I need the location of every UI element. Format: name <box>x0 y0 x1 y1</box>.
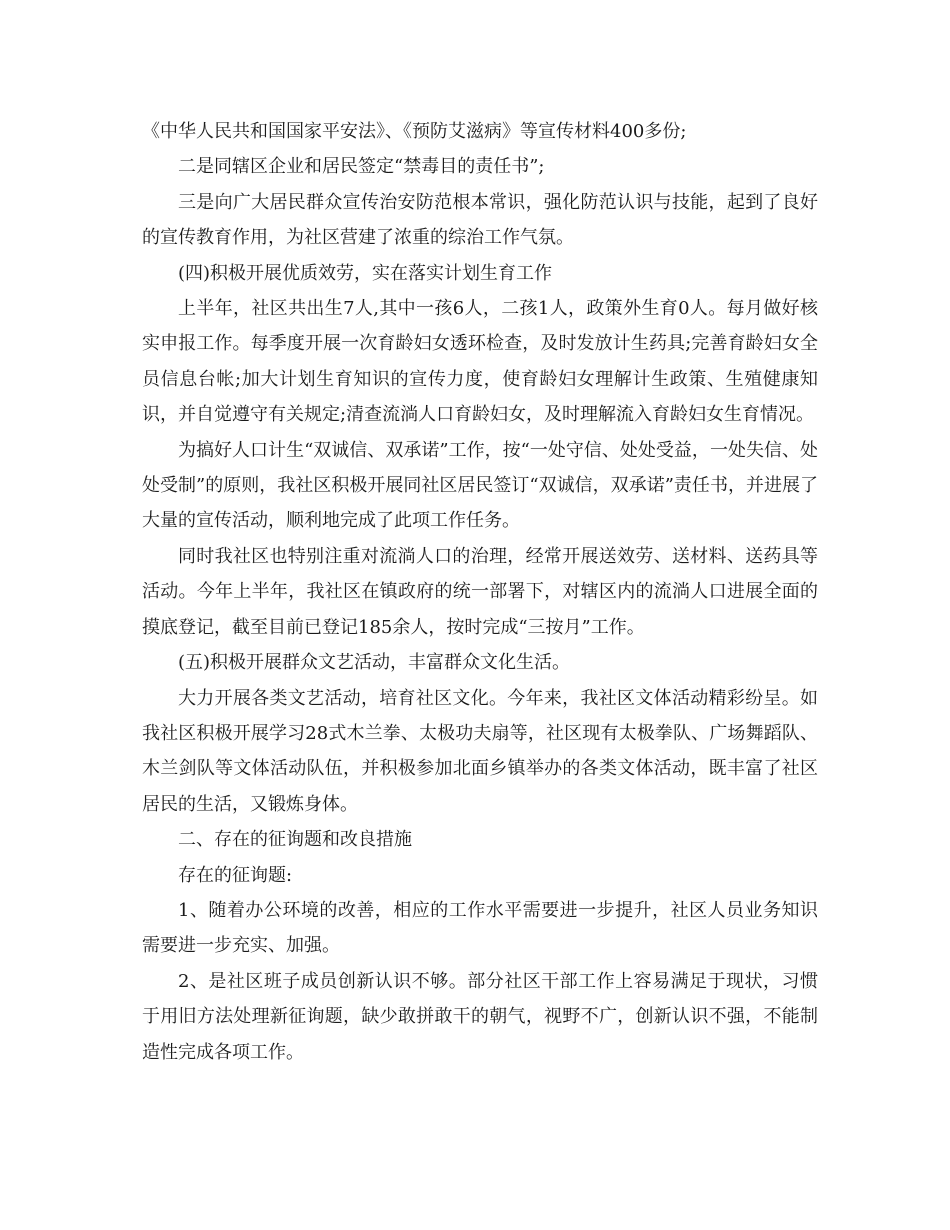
paragraph-problem-two: 2、是社区班子成员创新认识不够。部分社区干部工作上容易满足于现状，习惯于用旧方法处理新征询题，缺少敢拼敢干的朝气，视野不广，创新认识不强，不能制造性完成各项工作。 <box>142 970 818 1063</box>
paragraph-births: 上半年，社区共出生7人,其中一孩6人，二孩1人，政策外生育0人。每月做好核实申报工作。每季度开展一次育龄妇女透环检查，及时发放计生药具;完善育龄妇女全员信息台帐;加大计划生育知识的宣传力度，使育龄妇女理解计生政策、生殖健康知识，并自觉遵守有关规定;清查流淌人口育龄妇女，及时理解流入育龄妇女生育情况。 <box>142 298 818 426</box>
paragraph-floating-population: 同时我社区也特别注重对流淌人口的治理，经常开展送效劳、送材料、送药具等活动。今年上半年，我社区在镇政府的统一部署下，对辖区内的流淌人口进展全面的摸底登记，截至目前已登记185余人，按时完成“三按月”工作。 <box>142 545 818 638</box>
paragraph-cultural-activities: 大力开展各类文艺活动，培育社区文化。今年来，我社区文体活动精彩纷呈。如我社区积极开展学习28式木兰拳、太极功夫扇等，社区现有太极拳队、广场舞蹈队、木兰剑队等文体活动队伍，并积极参加北面乡镇举办的各类文体活动，既丰富了社区居民的生活，又锻炼身体。 <box>142 687 818 815</box>
paragraph-problem-one: 1、随着办公环境的改善，相应的工作水平需要进一步提升，社区人员业务知识需要进一步充实、加强。 <box>142 899 818 957</box>
paragraph-continuation: 《中华人民共和国国家平安法》、《预防艾滋病》等宣传材料400多份; <box>142 121 687 142</box>
section-heading-problems: 二、存在的征询题和改良措施 <box>178 829 412 851</box>
paragraph-double-integrity: 为搞好人口计生“双诚信、双承诺”工作，按“一处守信、处处受益，一处失信、处处受制”的原则，我社区积极开展同社区居民签订“双诚信，双承诺”责任书，并进展了大量的宣传活动，顺利地完成了此项工作任务。 <box>142 439 818 532</box>
subheading-existing-problems: 存在的征询题: <box>178 864 293 886</box>
paragraph-point-three: 三是向广大居民群众宣传治安防范根本常识，强化防范认识与技能，起到了良好的宣传教育作用，为社区营建了浓重的综治工作气氛。 <box>142 191 818 249</box>
paragraph-point-two: 二是同辖区企业和居民签定“禁毒目的责任书”; <box>178 156 545 178</box>
section-heading-four: (四)积极开展优质效劳，实在落实计划生育工作 <box>178 262 553 284</box>
section-heading-five: (五)积极开展群众文艺活动，丰富群众文化生活。 <box>178 652 571 674</box>
document-body <box>142 114 818 1070</box>
